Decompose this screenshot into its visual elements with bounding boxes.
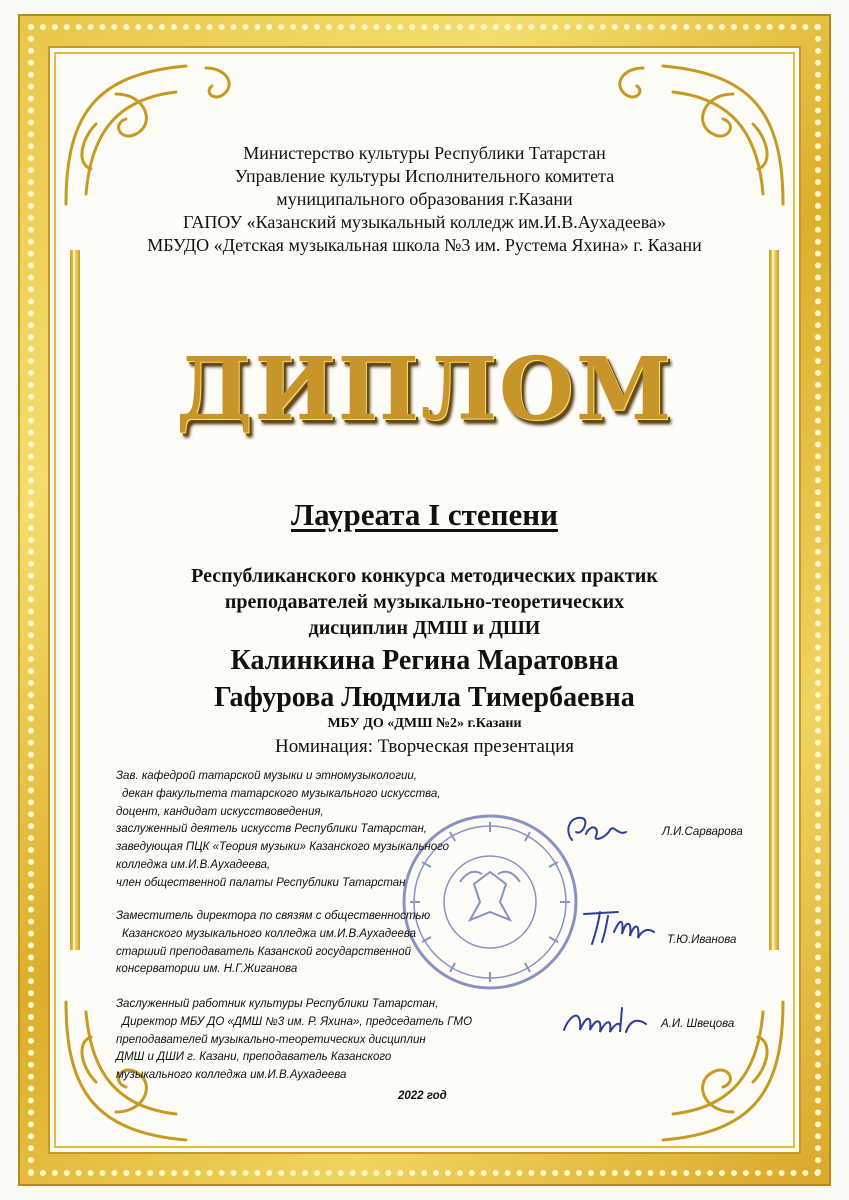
- header-line: Управление культуры Исполнительного комитета: [234, 166, 615, 186]
- contest-line: дисциплин ДМШ и ДШИ: [308, 617, 541, 639]
- recipient-names: [100, 642, 749, 716]
- signature-2: [578, 902, 658, 950]
- position-line: Заслуженный работник культуры Республики Татарстан,: [116, 998, 439, 1010]
- recipient-name: Калинкина Регина Маратовна: [230, 645, 619, 676]
- signatory-2-position: [116, 908, 536, 979]
- position-line: музыкального колледжа им.И.В.Аухадеева: [116, 1069, 347, 1082]
- laureate-degree: Лауреата I степени: [291, 497, 558, 532]
- diploma-title: ДИПЛОМ: [175, 339, 674, 440]
- signature-1: [560, 810, 630, 852]
- header-line: муниципального образования г.Казани: [276, 189, 573, 209]
- signatory-3-position: [116, 996, 536, 1085]
- right-gold-bar: [769, 250, 779, 950]
- position-line: заведующая ПЦК «Теория музыки» Казанского музыкального: [116, 841, 450, 854]
- header-line: МБУДО «Детская музыкальная школа №3 им. Рустема Яхина» г. Казани: [147, 235, 702, 255]
- position-line: доцент, кандидат искусствоведения,: [116, 805, 324, 818]
- left-gold-bar: [70, 250, 80, 950]
- position-line: Казанского музыкального колледжа им.И.В.Аухадеева: [122, 927, 417, 940]
- contest-line: Республиканского конкурса методических практик: [191, 565, 658, 587]
- position-line: декан факультета татарского музыкального искусства,: [122, 787, 441, 800]
- position-line: член общественной палаты Республики Татарстан: [116, 876, 406, 889]
- header-line: Министерство культуры Республики Татарстан: [243, 143, 606, 163]
- signatory-1-name: Л.И.Сарварова: [662, 826, 743, 838]
- signature-3: [560, 1000, 650, 1042]
- position-line: консерватории им. Н.Г.Жиганова: [116, 963, 298, 976]
- position-line: Директор МБУ ДО «ДМШ №3 им. Р. Яхина», председатель ГМО: [122, 1015, 473, 1028]
- nomination: Номинация: Творческая презентация: [274, 736, 575, 757]
- recipient-name: Гафурова Людмила Тимербаевна: [214, 682, 635, 713]
- position-line: старший преподаватель Казанской государственной: [116, 945, 411, 958]
- issuer-header: [100, 142, 749, 257]
- position-line: колледжа им.И.В.Аухадеева,: [116, 858, 271, 871]
- position-line: Зав. кафедрой татарской музыки и этномузыкологии,: [116, 770, 417, 782]
- issue-year: 2022 год: [398, 1090, 447, 1102]
- contest-name: [100, 563, 749, 641]
- signatory-3-name: А.И. Швецова: [661, 1018, 735, 1030]
- position-line: ДМШ и ДШИ г. Казани, преподаватель Казанского: [116, 1051, 392, 1064]
- header-line: ГАПОУ «Казанский музыкальный колледж им.И.В.Аухадеева»: [182, 212, 667, 232]
- position-line: преподавателей музыкально-теоретических дисциплин: [116, 1033, 426, 1046]
- recipient-school: МБУ ДО «ДМШ №2» г.Казани: [327, 716, 522, 731]
- signatory-2-name: Т.Ю.Иванова: [667, 934, 737, 946]
- contest-line: преподавателей музыкально-теоретических: [224, 591, 625, 613]
- signatory-1-position: [116, 768, 536, 893]
- position-line: Заместитель директора по связям с общественностью: [116, 910, 431, 922]
- position-line: заслуженный деятель искусств Республики Татарстан,: [116, 823, 427, 836]
